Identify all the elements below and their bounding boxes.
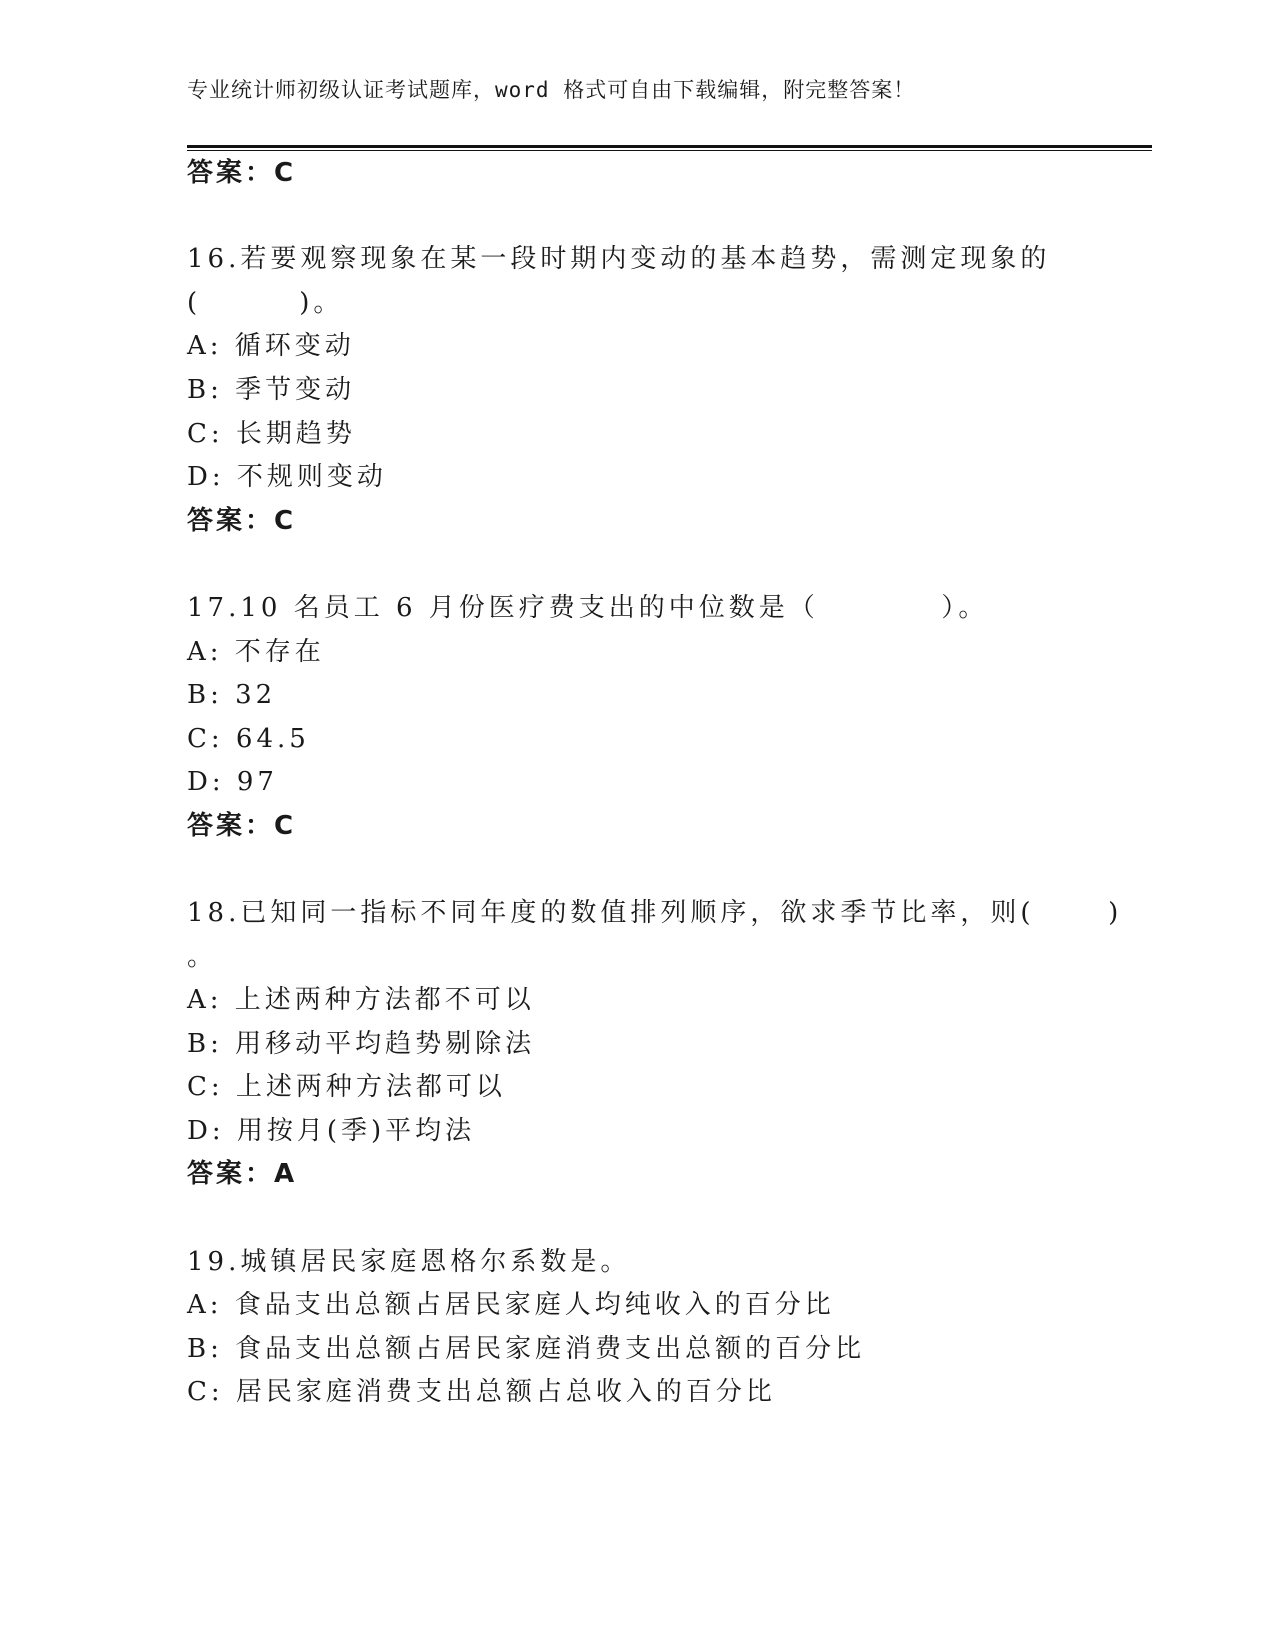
question-16-option-b: B: 季节变动 <box>187 375 356 405</box>
question-19-option-b: B: 食品支出总额占居民家庭消费支出总额的百分比 <box>187 1334 866 1364</box>
answer-prev: 答案：C <box>187 158 297 188</box>
question-16-stem: 16.若要观察现象在某一段时期内变动的基本趋势，需测定现象的 <box>187 244 1051 274</box>
question-17-option-d: D: 97 <box>187 767 278 797</box>
question-18-option-a: A: 上述两种方法都不可以 <box>187 985 535 1015</box>
question-16-option-d: D: 不规则变动 <box>187 462 387 492</box>
question-18-stem-cont: 。 <box>187 942 218 972</box>
question-17-option-a: A: 不存在 <box>187 637 325 667</box>
question-19-stem: 19.城镇居民家庭恩格尔系数是。 <box>187 1247 631 1277</box>
question-16-answer: 答案：C <box>187 506 297 536</box>
question-18-answer: 答案：A <box>187 1159 298 1189</box>
question-17-option-b: B: 32 <box>187 680 277 710</box>
question-17-answer: 答案：C <box>187 811 297 841</box>
question-19-option-c: C: 居民家庭消费支出总额占总收入的百分比 <box>187 1377 776 1407</box>
question-16-option-c: C: 长期趋势 <box>187 419 356 449</box>
question-18-option-c: C: 上述两种方法都可以 <box>187 1072 506 1102</box>
question-17-stem: 17.10 名员工 6 月份医疗费支出的中位数是（ ）。 <box>187 593 989 623</box>
question-19-option-a: A: 食品支出总额占居民家庭人均纯收入的百分比 <box>187 1290 835 1320</box>
question-18-stem: 18.已知同一指标不同年度的数值排列顺序，欲求季节比率，则( ) <box>187 898 1123 928</box>
question-17-option-c: C: 64.5 <box>187 724 310 754</box>
question-18-option-b: B: 用移动平均趋势剔除法 <box>187 1029 536 1059</box>
question-18-option-d: D: 用按月(季)平均法 <box>187 1116 476 1146</box>
question-16-stem-cont: ( )。 <box>187 288 344 318</box>
header-divider <box>187 145 1152 151</box>
header-note: 专业统计师初级认证考试题库，word 格式可自由下载编辑，附完整答案！ <box>187 78 916 102</box>
question-16-option-a: A: 循环变动 <box>187 331 355 361</box>
